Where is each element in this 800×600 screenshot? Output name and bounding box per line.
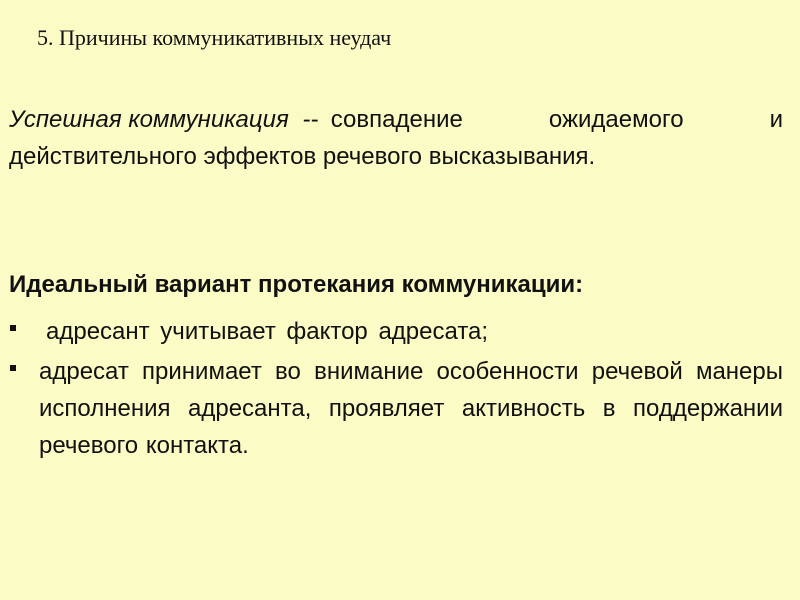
square-bullet-icon — [10, 365, 16, 371]
slide-title: 5. Причины коммуникативных неудач — [37, 25, 392, 50]
definition-dash: -- — [302, 106, 319, 133]
bullet-text: адресат принимает во внимание особенности речевой манеры исполнения адресанта, проявляет активность в поддержании речевого контакта. — [39, 358, 783, 459]
bullet-item — [9, 313, 783, 350]
definition-word-2: ожидаемого — [548, 106, 684, 133]
bullet-text: адресант учитывает фактор адресата; — [46, 318, 489, 345]
definition-block — [9, 101, 783, 175]
bullet-list — [9, 313, 783, 464]
bullet-item — [9, 353, 783, 464]
definition-word-3: и — [769, 106, 783, 133]
definition-line-2: действительного эффектов речевого высказывания. — [9, 143, 596, 170]
definition-term-group — [9, 101, 463, 138]
definition-line-1 — [9, 101, 783, 138]
definition-word-1: совпадение — [330, 106, 463, 133]
definition-term: Успешная коммуникация — [9, 106, 289, 133]
square-bullet-icon — [10, 325, 16, 331]
section-heading: Идеальный вариант протекания коммуникации: — [9, 271, 584, 298]
